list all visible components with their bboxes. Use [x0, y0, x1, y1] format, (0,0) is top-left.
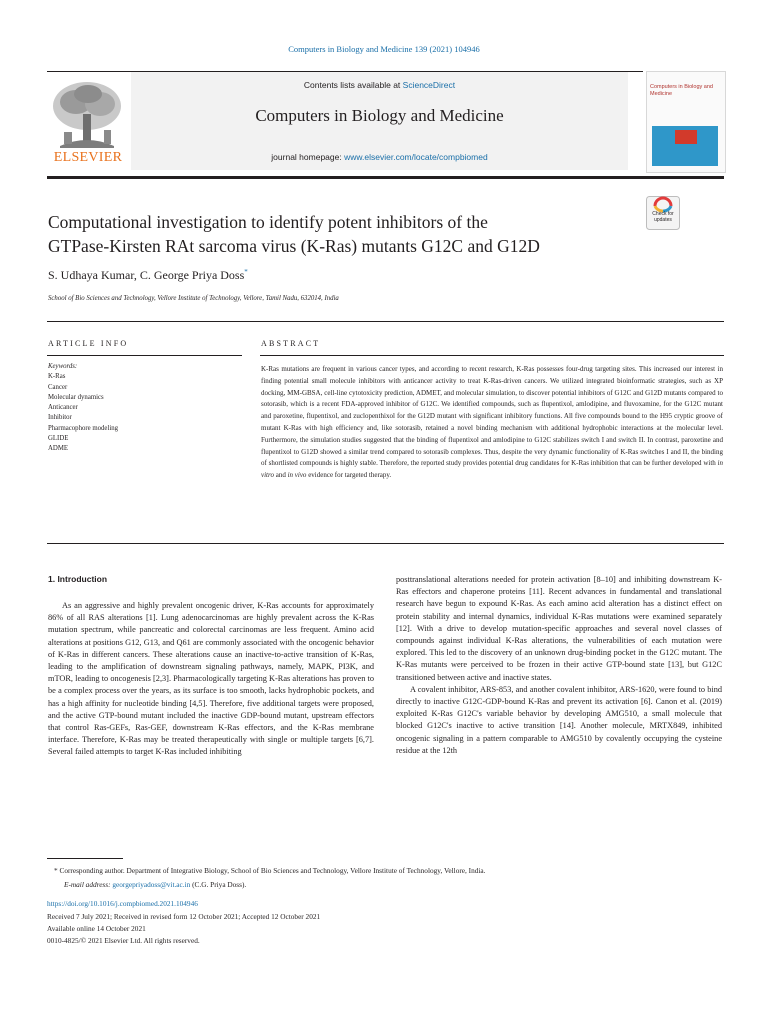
- contents-prefix: Contents lists available at: [303, 80, 403, 90]
- abstract-in-vivo: in vivo: [287, 471, 307, 480]
- contents-availability: [131, 80, 628, 90]
- email-name: (C.G. Priya Doss).: [190, 880, 247, 889]
- author-list: [48, 268, 248, 283]
- doi-link[interactable]: https://doi.org/10.1016/j.compbiomed.2021.104946: [47, 899, 198, 908]
- abstract-text: [261, 364, 723, 482]
- keyword: ADME: [48, 445, 69, 453]
- section-heading-introduction: 1. Introduction: [48, 574, 108, 584]
- divider: [47, 543, 724, 544]
- body-paragraph: A covalent inhibitor, ARS-853, and another covalent inhibitor, ARS-1620, were found to bind directly to inactive G12C-GDP-bound K-Ras and prevent its activation [6]. Canon et al. (2019) exploited K-Ras G12C's variable behavior by developing AMG510, a small molecule that blocked G12C's inactive to active transition [14]. Another molecule, MRTX849, inhibited oncogenic signaling in a pattern comparable to AMG510 by covalently occupying the cysteine residue at the 12th: [396, 684, 722, 755]
- article-title-line: GTPase-Kirsten RAt sarcoma virus (K-Ras) mutants G12C and G12D: [48, 236, 540, 256]
- homepage-link[interactable]: www.elsevier.com/locate/compbiomed: [344, 152, 488, 162]
- journal-title: Computers in Biology and Medicine: [255, 106, 504, 125]
- divider: [47, 355, 242, 356]
- abstract-end: evidence for targeted therapy.: [306, 471, 392, 480]
- homepage-prefix: journal homepage:: [271, 152, 345, 162]
- header-rule: [47, 71, 131, 72]
- authors: S. Udhaya Kumar, C. George Priya Doss: [48, 268, 245, 282]
- received-dates: Received 7 July 2021; Received in revised form 12 October 2021; Accepted 12 October 2021: [47, 912, 321, 921]
- elsevier-wordmark: ELSEVIER: [53, 150, 123, 165]
- email-footnote: [64, 880, 246, 889]
- header-bottom-rule: [47, 176, 724, 179]
- article-title-line: Computational investigation to identify potent inhibitors of the: [48, 212, 488, 232]
- online-date: Available online 14 October 2021: [47, 924, 146, 933]
- body-column-right: [396, 574, 722, 757]
- keywords-list: [48, 362, 238, 455]
- keyword: Pharmacophore modeling: [48, 424, 119, 432]
- email-label: E-mail address:: [64, 880, 113, 889]
- cover-title: Computers in Biology and Medicine: [650, 84, 713, 97]
- article-info-heading: ARTICLE INFO: [48, 339, 129, 348]
- check-for-updates-label: Check for updates: [652, 211, 674, 223]
- keyword: Anticancer: [48, 404, 78, 412]
- copyright: 0010-4825/© 2021 Elsevier Ltd. All rights reserved.: [47, 936, 200, 945]
- sciencedirect-link[interactable]: ScienceDirect: [402, 80, 456, 90]
- corresponding-author-mark[interactable]: *: [244, 268, 248, 276]
- keyword: K-Ras: [48, 373, 66, 381]
- abstract-in-vitro: in vitro: [261, 459, 723, 480]
- divider: [47, 321, 724, 322]
- footnote-rule: [47, 858, 123, 859]
- abstract-main: K-Ras mutations are frequent in various cancer types, and according to recent research, K-Ras possesses four-drug targeting sites. This increased our interest in finding potential small molecule inhibitors with anticancer activity to treat K-Ras-driven cancers. We utilized integrated bioinformatic strategies, such as XP docking, MM-GBSA, cell-line cytotoxicity prediction, ADMET, and molecular simulation, to discover potential inhibitors of G12C and G12D mutants compared to sotorasib, which is a recent FDA-approved inhibitor of G12C. We identified compounds, such as flupentixol, amlodipine, and fluvoxamine, for the G12C mutant and paroxetine, flupentixol, and zuclopenthixol for the G12D mutant with significant inhibitory functions. All five compounds bound to the H95 cryptic groove of mutant K-Ras with high efficiency and, like sotorasib, retained a novel binding mechanism with additional hydrophobic interactions at the molecular level. Furthermore, the simulation studies suggested that the binding of flupentixol and amlodipine to G12C stabilizes switch I and switch II. In contrast, paroxetine and flupentixol to G12D showed a similar trend compared to sotorasib complexes. Thus, despite the very dynamic functionality of K-Ras switches I and II, the binding of shortlisted compounds is highly stable. Therefore, the reported study provides potential drug candidates for K-Ras inhibition that can be further developed with: [261, 365, 723, 468]
- body-column-left: [48, 600, 374, 759]
- body-paragraph: As an aggressive and highly prevalent oncogenic driver, K-Ras accounts for approximately 86% of all RAS alterations [1]. Lung adenocarcinomas are highly prevalent across the K-Ras mutation spectrum, while pancreatic and colorectal carcinomas are less frequent. Amino acid alterations at positions G12, G13, and Q61 are commonly associated with the oncogenic behavior of K-Ras in different cancers. These alterations cause an inactive-to-active transition of K-Ras, leading to the amplification of downstream signaling pathways, namely, MAPK, PI3K, and mTOR, leading to oncogenesis [2,3]. Pharmacologically targeting K-Ras alterations has proven to be a complex process over the years, as its surface is too smooth, lacks hydrophobic pockets, and has a high affinity for nucleotide binding [4,5]. Therefore, five additional targets were proposed, and the active GTP-bound mutant included the inactive GDP-bound mutant, upstream effectors that control Ras-GEFs, Ras-GEF, downstream K-Ras effectors, and the K-Ras membrane interface. Therefore, K-Ras may be treated therapeutically with single or multiple targets [6,7]. Several failed attempts to target K-Ras included inhibiting: [48, 601, 374, 757]
- body-paragraph: posttranslational alterations needed for protein activation [8–10] and inhibiting downstream K-Ras effectors and chaperone proteins [11]. Recent advances in fundamental and translational research have begun to expound K-Ras. As each amino acid alteration has a distinct effect on protein stability and internal dynamics, individual K-Ras mutations were examined separately [12]. With a drive to develop mutation-specific approaches and several novel classes of compounds against individual K-Ras alterations, the vulnerabilities of each mutation were explored. This led to the discovery of an unknown drug-binding pocket in the G12C mutant. The K-Ras mutants were perceived to be frozen in their active GTP-bound state [13], but G12C transitioned between active and inactive states.: [396, 575, 722, 682]
- article-title: [48, 210, 628, 258]
- email-link[interactable]: georgepriyadoss@vit.ac.in: [112, 880, 191, 889]
- keyword: Molecular dynamics: [48, 393, 104, 401]
- cover-artwork-mark: [675, 130, 697, 144]
- keyword: Inhibitor: [48, 414, 72, 422]
- keyword: Cancer: [48, 383, 68, 391]
- affiliation: School of Bio Sciences and Technology, Vellore Institute of Technology, Vellore, Tamil Nadu, 632014, India: [48, 295, 339, 302]
- divider: [260, 355, 724, 356]
- header-rule: [628, 71, 643, 72]
- corresponding-author-footnote: * Corresponding author. Department of Integrative Biology, School of Bio Sciences and Technology, Vellore Institute of Technology, Vellore, India.: [54, 866, 486, 875]
- abstract-heading: ABSTRACT: [261, 339, 321, 348]
- keywords-label: Keywords:: [48, 363, 78, 370]
- abstract-and: and: [273, 471, 288, 480]
- keyword: GLIDE: [48, 435, 69, 443]
- journal-reference[interactable]: Computers in Biology and Medicine 139 (2021) 104946: [288, 44, 480, 54]
- journal-homepage: [131, 152, 628, 162]
